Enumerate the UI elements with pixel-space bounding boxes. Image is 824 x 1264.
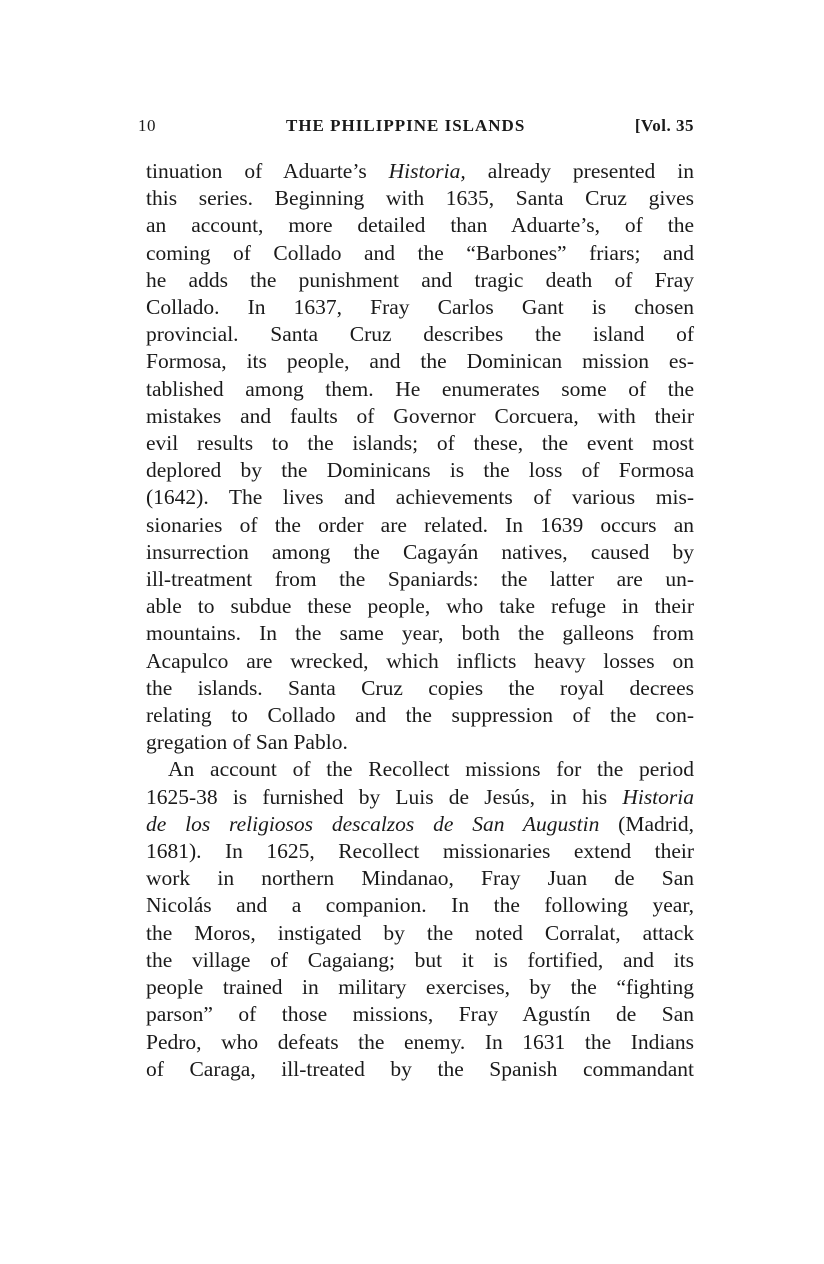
text-line: sionaries of the order are related. In 1639 occurs an [146,512,694,537]
page-header [138,112,694,142]
text-line: evil results to the islands; of these, the event most [146,431,694,456]
italic-title: de los religiosos descalzos de San Augustin [146,811,600,836]
page-number: 10 [138,116,156,135]
text-line: parson” of those missions, Fray Agustín de San [146,1002,694,1027]
text-line: the Moros, instigated by the noted Corralat, attack [146,920,694,945]
running-title: THE PHILIPPINE ISLANDS [286,116,526,135]
text-line: provincial. Santa Cruz describes the island of [146,322,694,347]
text-fragment: tinuation of Aduarte’s [146,159,389,183]
italic-title: Historia, [388,159,466,183]
text-line: deplored by the Dominicans is the loss of Formosa [146,458,694,483]
text-line: the islands. Santa Cruz copies the royal decrees [146,675,694,700]
text-line: Nicolás and a companion. In the following year, [146,893,694,918]
text-line: able to subdue these people, who take refuge in their [146,594,694,619]
text-line: (1642). The lives and achievements of various mis- [146,485,694,510]
text-line: Acapulco are wrecked, which inflicts heavy losses on [146,648,694,673]
text-line [146,784,694,811]
paragraph-2 [146,756,694,1082]
text-line: this series. Beginning with 1635, Santa Cruz gives [146,186,694,211]
italic-title: Historia [622,784,694,809]
text-line [146,811,694,838]
text-line: mistakes and faults of Governor Corcuera, with their [146,403,694,428]
text-line: ill-treatment from the Spaniards: the latter are un- [146,567,694,592]
body-text [146,158,694,1083]
text-line: Collado. In 1637, Fray Carlos Gant is chosen [146,295,694,320]
text-line: he adds the punishment and tragic death of Fray [146,267,694,292]
text-line: 1681). In 1625, Recollect missionaries extend their [146,839,694,864]
text-line: an account, more detailed than Aduarte’s, of the [146,213,694,238]
text-fragment: 1625-38 is furnished by Luis de Jesús, in his [146,784,623,809]
text-line: tablished among them. He enumerates some of the [146,376,694,401]
text-line: relating to Collado and the suppression of the con- [146,703,694,728]
text-line [146,158,694,185]
text-line: Pedro, who defeats the enemy. In 1631 the Indians [146,1029,694,1054]
text-line: gregation of San Pablo. [146,730,348,755]
text-line: An account of the Recollect missions for the period [168,757,694,782]
text-fragment: (Madrid, [599,811,694,836]
text-line: people trained in military exercises, by the “fighting [146,975,694,1000]
book-page [138,112,694,1083]
text-line: of Caraga, ill-treated by the Spanish commandant [146,1056,694,1081]
text-line: coming of Collado and the “Barbones” friars; and [146,240,694,265]
text-fragment: already presented in [465,159,694,183]
text-line: insurrection among the Cagayán natives, caused by [146,539,694,564]
text-line: mountains. In the same year, both the galleons from [146,621,694,646]
text-line: work in northern Mindanao, Fray Juan de San [146,866,694,891]
text-line: the village of Cagaiang; but it is fortified, and its [146,947,694,972]
volume-label: [Vol. 35 [634,116,694,135]
text-line: Formosa, its people, and the Dominican mission es- [146,349,694,374]
paragraph-1 [146,158,694,756]
